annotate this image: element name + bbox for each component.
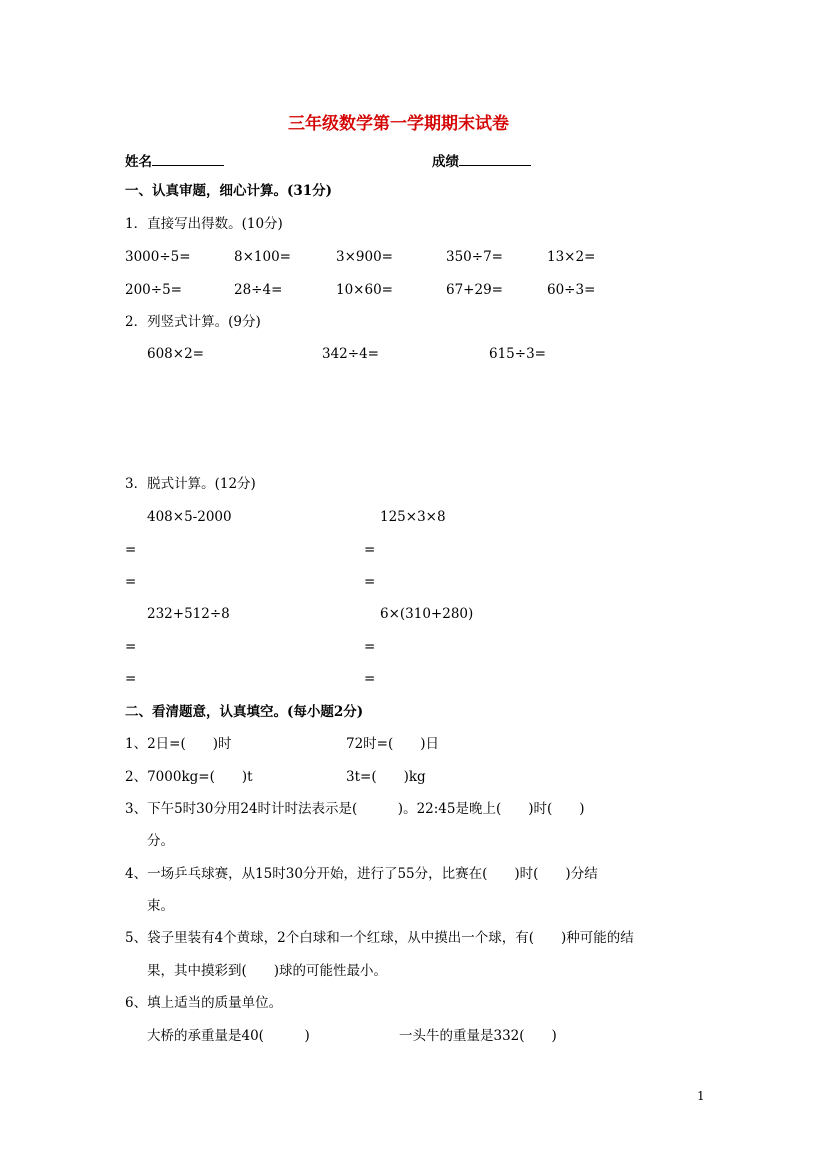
fill-item-continued: 束。 [147, 898, 174, 914]
q3-label: 3．脱式计算。(12分) [125, 476, 256, 492]
q1-item: 3×900= [336, 249, 393, 265]
equals-sign: = [364, 639, 376, 655]
fill-item-continued: 分。 [147, 833, 174, 849]
q2-item: 608×2= [147, 346, 204, 362]
q1-item: 10×60= [336, 282, 393, 298]
name-label: 姓名 [125, 154, 152, 170]
fill-item: 6、填上适当的质量单位。 [125, 995, 283, 1011]
equals-sign: = [125, 574, 137, 590]
q1-item: 60÷3= [547, 282, 596, 298]
fill-item: 72时=( )日 [346, 736, 440, 752]
page-number: 1 [697, 1089, 705, 1103]
equals-sign: = [125, 542, 137, 558]
name-blank[interactable] [152, 152, 224, 166]
equals-sign: = [364, 574, 376, 590]
fill-subitem: 一头牛的重量是332( ) [399, 1028, 557, 1044]
fill-item: 5、袋子里装有4个黄球，2个白球和一个红球，从中摸出一个球，有( )种可能的结 [125, 930, 634, 946]
fill-item: 3、下午5时30分用24时计时法表示是( )。22:45是晚上( )时( ) [125, 801, 585, 817]
q2-item: 615÷3= [489, 346, 546, 362]
equals-sign: = [364, 671, 376, 687]
page-title: 三年级数学第一学期期末试卷 [288, 114, 509, 134]
fill-subitem: 大桥的承重量是40( ) [147, 1028, 310, 1044]
q1-item: 67+29= [446, 282, 503, 298]
name-field[interactable] [125, 152, 224, 170]
equals-sign: = [125, 671, 137, 687]
q3-expression: 6×(310+280) [380, 606, 474, 622]
q1-item: 8×100= [234, 249, 291, 265]
q1-item: 350÷7= [446, 249, 503, 265]
q2-item: 342÷4= [322, 346, 379, 362]
fill-item-continued: 果，其中摸彩到( )球的可能性最小。 [147, 963, 388, 979]
fill-item: 3t=( )kg [346, 769, 426, 785]
q3-expression: 232+512÷8 [147, 606, 230, 622]
equals-sign: = [125, 639, 137, 655]
q1-item: 28÷4= [234, 282, 283, 298]
q1-item: 3000÷5= [125, 249, 191, 265]
fill-item: 1、2日=( )时 [125, 736, 232, 752]
score-field[interactable] [432, 152, 531, 170]
equals-sign: = [364, 542, 376, 558]
q3-expression: 408×5-2000 [147, 509, 232, 525]
score-blank[interactable] [459, 152, 531, 166]
score-label: 成绩 [432, 154, 459, 170]
fill-item: 4、一场乒乓球赛，从15时30分开始，进行了55分，比赛在( )时( )分结 [125, 866, 598, 882]
fill-item: 2、7000kg=( )t [125, 769, 253, 785]
q3-expression: 125×3×8 [380, 509, 446, 525]
q2-label: 2．列竖式计算。(9分) [125, 314, 261, 330]
section-2-heading: 二、看清题意，认真填空。(每小题2分) [125, 704, 364, 720]
section-1-heading: 一、认真审题，细心计算。(31分) [125, 183, 333, 199]
q1-label: 1．直接写出得数。(10分) [125, 216, 283, 232]
q1-item: 200÷5= [125, 282, 182, 298]
q1-item: 13×2= [547, 249, 596, 265]
